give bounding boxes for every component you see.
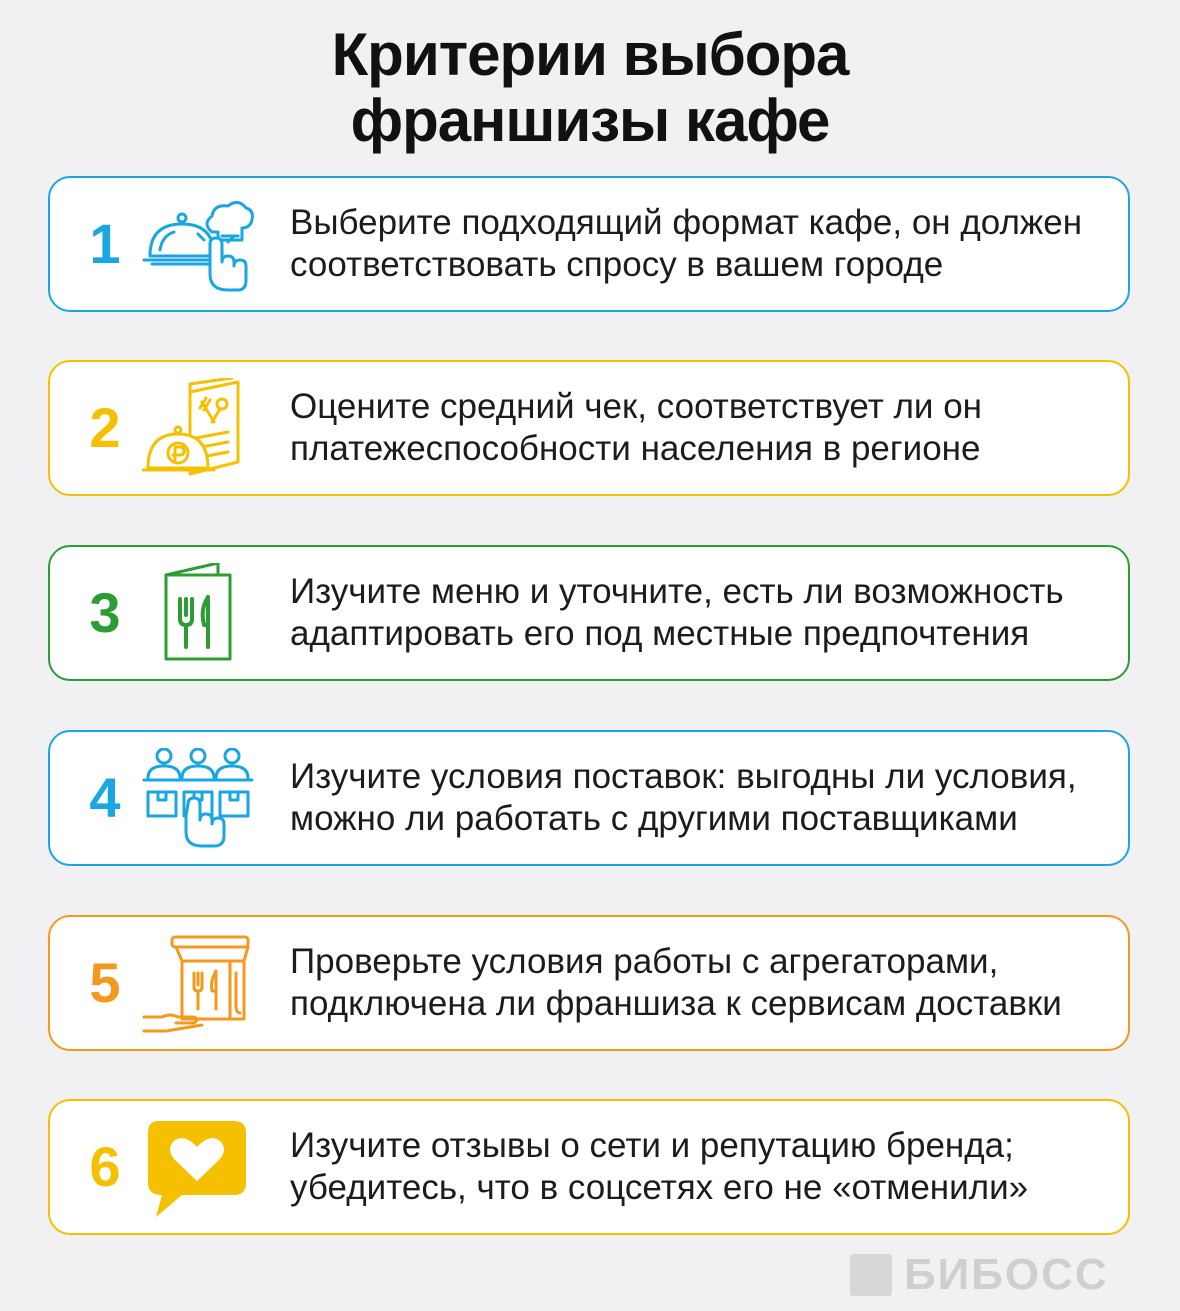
delivery-bag-icon: [142, 933, 254, 1033]
criterion-number: 6: [89, 1135, 121, 1198]
serving-cloche-chef-hat-icon: [142, 194, 254, 294]
criterion-number: 1: [89, 212, 121, 275]
criterion-card-6: [48, 1099, 1130, 1235]
criterion-number: 2: [89, 396, 121, 459]
criterion-text-line-1: Выберите подходящий формат кафе, он должен: [290, 203, 1083, 242]
page-title: [0, 22, 1180, 154]
criterion-text-line-1: Оцените средний чек, соответствует ли он: [290, 387, 982, 426]
criterion-text-line-1: Изучите условия поставок: выгодны ли условия,: [290, 757, 1077, 796]
criterion-text-line-2: можно ли работать с другими поставщиками: [290, 799, 1018, 838]
menu-ruble-cloche-icon: [142, 378, 254, 478]
criterion-text: [290, 917, 1120, 1049]
criterion-text-line-1: Проверьте условия работы с агрегаторами,: [290, 942, 999, 981]
criterion-text-line-2: убедитесь, что в соцсетях его не «отменили»: [290, 1168, 1029, 1207]
criterion-text: [290, 547, 1120, 679]
criterion-text-line-2: соответствовать спросу в вашем городе: [290, 245, 944, 284]
heart-chat-icon: [142, 1117, 254, 1217]
criterion-text-line-2: подключена ли франшиза к сервисам доставки: [290, 984, 1062, 1023]
menu-book-icon: [142, 563, 254, 663]
criterion-text-line-1: Изучите меню и уточните, есть ли возможность: [290, 572, 1064, 611]
title-line-2: франшизы кафе: [350, 87, 830, 154]
criterion-card-2: [48, 360, 1130, 496]
criterion-number: 4: [89, 766, 121, 829]
criterion-card-5: [48, 915, 1130, 1051]
watermark-text: БИБОСС: [904, 1250, 1109, 1299]
criterion-text: [290, 362, 1120, 494]
criterion-text-line-1: Изучите отзывы о сети и репутацию бренда;: [290, 1126, 1014, 1165]
logo-mark-icon: [850, 1254, 892, 1296]
criterion-text-line-2: адаптировать его под местные предпочтения: [290, 614, 1030, 653]
suppliers-icon: [142, 748, 254, 848]
criterion-card-3: [48, 545, 1130, 681]
criterion-card-4: [48, 730, 1130, 866]
title-line-1: Критерии выбора: [331, 21, 849, 88]
criterion-number: 3: [89, 581, 121, 644]
criterion-text: [290, 1101, 1120, 1233]
criterion-card-1: [48, 176, 1130, 312]
criterion-text: [290, 732, 1120, 864]
criterion-text-line-2: платежеспособности населения в регионе: [290, 429, 981, 468]
watermark-logo: [850, 1252, 1109, 1298]
criterion-number: 5: [89, 951, 121, 1014]
criterion-text: [290, 178, 1120, 310]
